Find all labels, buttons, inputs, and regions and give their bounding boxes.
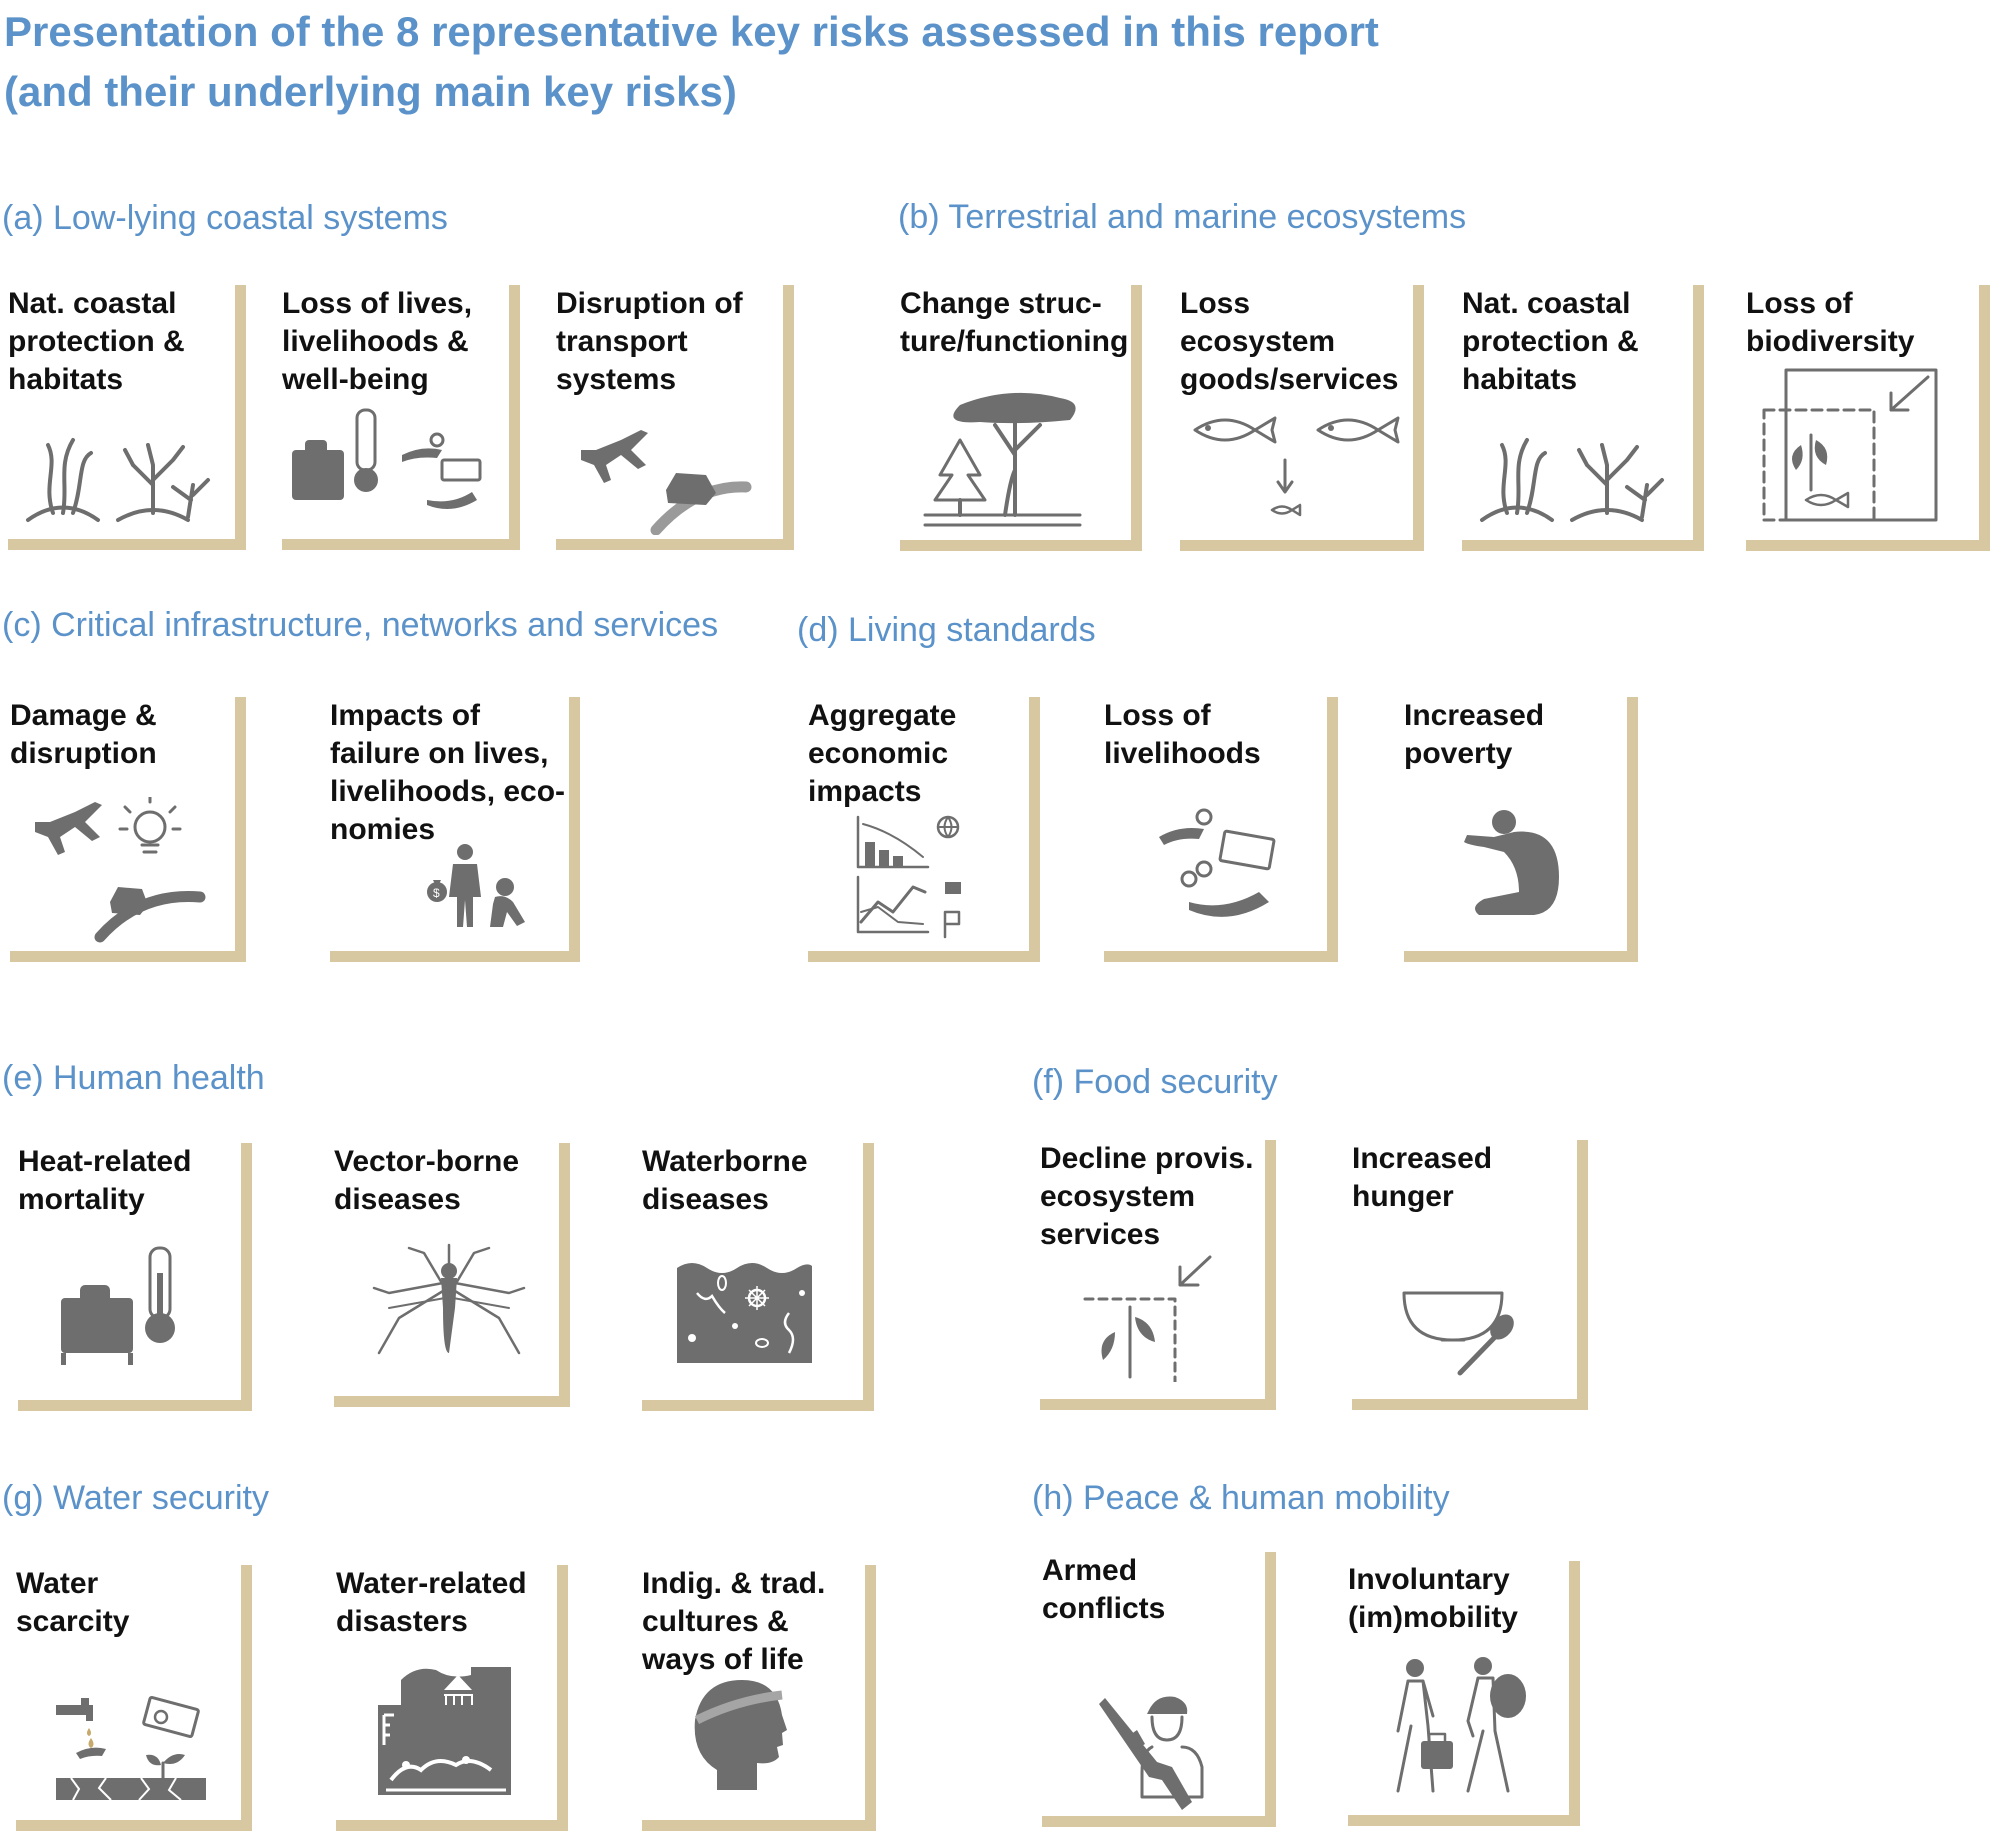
card-e-heat (18, 1143, 252, 1411)
card-label: Loss of biodiversity (1746, 287, 1915, 358)
section-e-heading: (e) Human health (2, 1059, 265, 1097)
card-d-livelihoods (1104, 697, 1338, 962)
plant-decline-icon (1080, 1252, 1220, 1382)
card-label: Armed conflicts (1042, 1554, 1166, 1625)
card-label: Increased poverty (1404, 699, 1545, 770)
card-label: Water-related disasters (336, 1567, 527, 1638)
migrants-icon (1383, 1656, 1533, 1796)
flood-icon (376, 1665, 516, 1800)
coral-seaweed-icon (1477, 425, 1677, 525)
card-label: Change struc- ture/functioning (900, 287, 1129, 358)
card-c-impacts (330, 697, 580, 962)
card-g-indigenous (642, 1565, 876, 1831)
soldier-icon (1097, 1692, 1237, 1817)
card-b-structure (900, 285, 1142, 551)
card-h-conflicts (1042, 1552, 1276, 1827)
card-f-decline (1040, 1140, 1276, 1410)
bed-thermometer-icon (58, 1243, 198, 1368)
tap-drought-icon (51, 1693, 211, 1803)
card-a-nat-coastal (8, 285, 246, 550)
bowl-spoon-icon (1402, 1285, 1522, 1385)
card-b-ecosystem-goods (1180, 285, 1424, 551)
card-h-mobility (1348, 1561, 1580, 1826)
plane-car-road-icon (576, 425, 776, 535)
fish-decline-icon (1190, 410, 1410, 525)
card-f-hunger (1352, 1140, 1588, 1410)
card-label: Waterborne diseases (642, 1145, 808, 1216)
card-label: Indig. & trad. cultures & ways of life (642, 1567, 826, 1676)
section-g-heading: (g) Water security (2, 1479, 270, 1517)
card-label: Nat. coastal protection & habitats (1462, 287, 1639, 396)
card-label: Impacts of failure on lives, livelihoods, eco- nomies (330, 699, 566, 846)
trees-icon (920, 380, 1120, 530)
card-e-waterborne (642, 1143, 874, 1411)
section-b-heading: (b) Terrestrial and marine ecosystems (898, 198, 1467, 236)
card-e-vector (334, 1143, 570, 1407)
mosquito-icon (369, 1243, 529, 1368)
section-d-heading: (d) Living standards (797, 611, 1096, 649)
begging-person-icon (1459, 807, 1569, 922)
card-b-nat-coastal (1462, 285, 1704, 551)
card-label: Disruption of transport systems (556, 287, 743, 396)
card-label: Involuntary (im)mobility (1348, 1563, 1518, 1634)
shrinking-box-icon (1756, 365, 1946, 525)
card-label: Damage & disruption (10, 699, 157, 770)
head-band-icon (687, 1675, 797, 1805)
card-b-biodiversity (1746, 285, 1990, 551)
card-label: Nat. coastal protection & habitats (8, 287, 185, 396)
hands-money-icon (1154, 807, 1294, 927)
card-g-scarcity (16, 1565, 252, 1831)
figure-title-line-1: Presentation of the 8 representative key risks assessed in this report (4, 8, 1379, 55)
card-label: Loss ecosystem goods/services (1180, 287, 1399, 396)
section-h-heading: (h) Peace & human mobility (1032, 1479, 1450, 1517)
card-a-loss-lives (282, 285, 520, 550)
bed-thermometer-money-icon (287, 405, 497, 520)
card-label: Increased hunger (1352, 1142, 1493, 1213)
card-d-poverty (1404, 697, 1638, 962)
contaminated-water-icon (677, 1258, 817, 1368)
economic-charts-icon (853, 812, 973, 942)
people-money-icon (425, 842, 545, 932)
card-label: Loss of livelihoods (1104, 699, 1261, 770)
coral-seaweed-icon (23, 425, 223, 525)
card-g-disasters (336, 1565, 568, 1831)
card-c-damage (10, 697, 246, 962)
plane-bulb-road-icon (30, 797, 230, 947)
figure-title-line-2: (and their underlying main key risks) (4, 68, 737, 115)
figure-title (4, 2, 1504, 122)
card-d-economic (808, 697, 1040, 962)
card-label: Water scarcity (16, 1567, 130, 1638)
card-a-transport (556, 285, 794, 550)
card-label: Heat-related mortality (18, 1145, 192, 1216)
card-label: Loss of lives, livelihoods & well-being (282, 287, 473, 396)
section-f-heading: (f) Food security (1032, 1063, 1278, 1101)
section-a-heading: (a) Low-lying coastal systems (2, 199, 448, 237)
svg-text:$: $ (433, 886, 440, 900)
card-label: Vector-borne diseases (334, 1145, 520, 1216)
card-label: Aggregate economic impacts (808, 699, 957, 808)
section-c-heading: (c) Critical infrastructure, networks and services (2, 606, 719, 644)
card-label: Decline provis. ecosystem services (1040, 1142, 1254, 1251)
